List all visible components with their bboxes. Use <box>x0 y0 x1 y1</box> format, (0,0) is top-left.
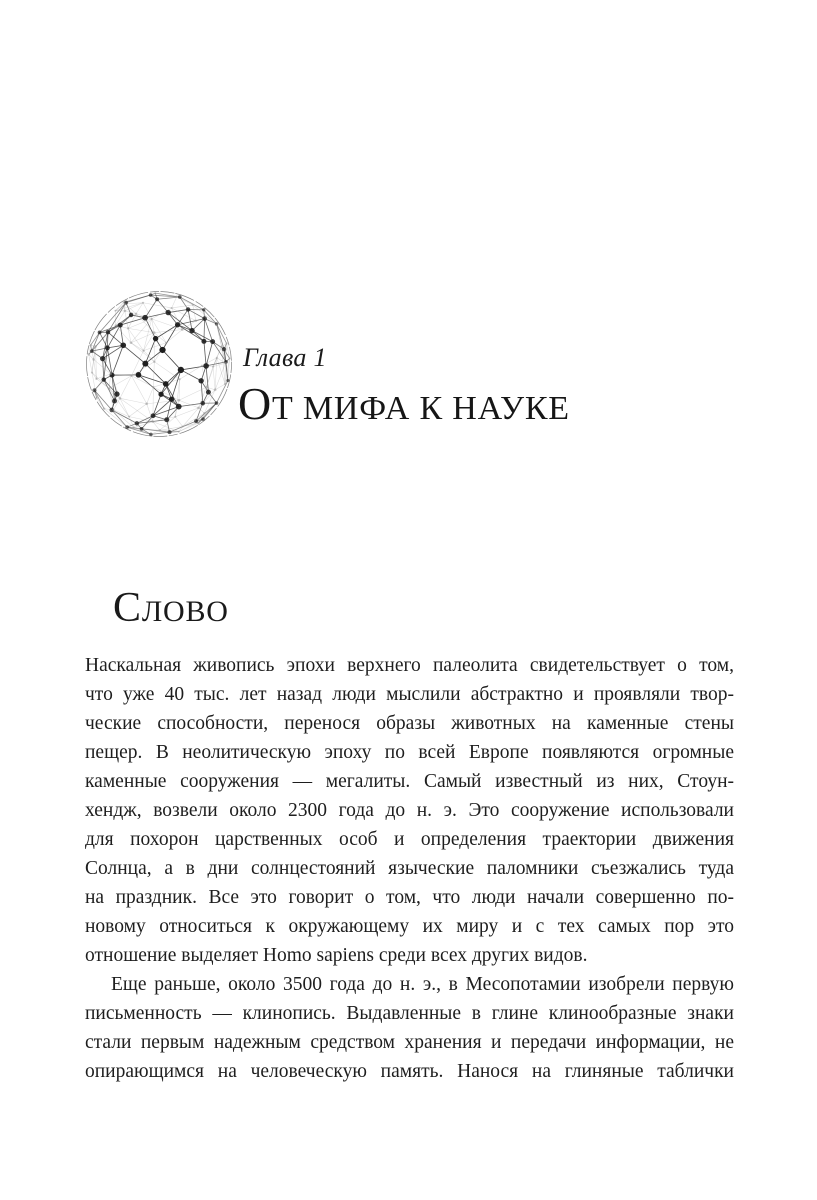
text-line: хендж, возвели около 2300 года до н. э. Это сооружение использовали <box>85 800 734 821</box>
chapter-illustration <box>84 289 236 441</box>
chapter-title-initial: О <box>238 378 273 429</box>
text-line: Еще раньше, около 3500 года до н. э., в Месопотамии изобрели первую <box>111 974 734 995</box>
text-line: стали первым надежным средством хранения и передачи информации, не <box>85 1032 734 1053</box>
chapter-title <box>238 378 570 431</box>
text-line: на праздник. Все это говорит о том, что люди начали совершенно по- <box>85 887 734 908</box>
text-line: отношение выделяет Homo sapiens среди всех других видов. <box>85 945 588 966</box>
chapter-title-rest: Т МИФА К НАУКЕ <box>272 390 570 427</box>
network-sphere-icon <box>84 289 236 441</box>
body-text <box>85 651 734 1086</box>
paragraph-2 <box>85 970 734 1086</box>
section-heading-initial: С <box>113 585 142 631</box>
paragraph-1 <box>85 651 734 970</box>
text-line: Солнца, а в дни солнцестояний языческие паломники съезжались туда <box>85 858 734 879</box>
section-heading-rest: ЛОВО <box>141 595 229 628</box>
text-line: новому относиться к окружающему их миру и с тех самых пор это <box>85 916 734 937</box>
text-line: опирающимся на человеческую память. Нанося на глиняные таблички <box>85 1061 734 1082</box>
text-line: пещер. В неолитическую эпоху по всей Европе появляются огромные <box>85 742 734 763</box>
chapter-number: Глава 1 <box>243 343 327 372</box>
text-line: Наскальная живопись эпохи верхнего палеолита свидетельствует о том, <box>85 655 734 676</box>
section-heading <box>113 584 229 632</box>
text-line: для похорон царственных особ и определения траектории движения <box>85 829 734 850</box>
text-line: что уже 40 тыс. лет назад люди мыслили абстрактно и проявляли твор- <box>85 684 734 705</box>
text-line: письменность — клинопись. Выдавленные в глине клинообразные знаки <box>85 1003 734 1024</box>
text-line: каменные сооружения — мегалиты. Самый известный из них, Стоун- <box>85 771 734 792</box>
text-line: ческие способности, перенося образы животных на каменные стены <box>85 713 734 734</box>
